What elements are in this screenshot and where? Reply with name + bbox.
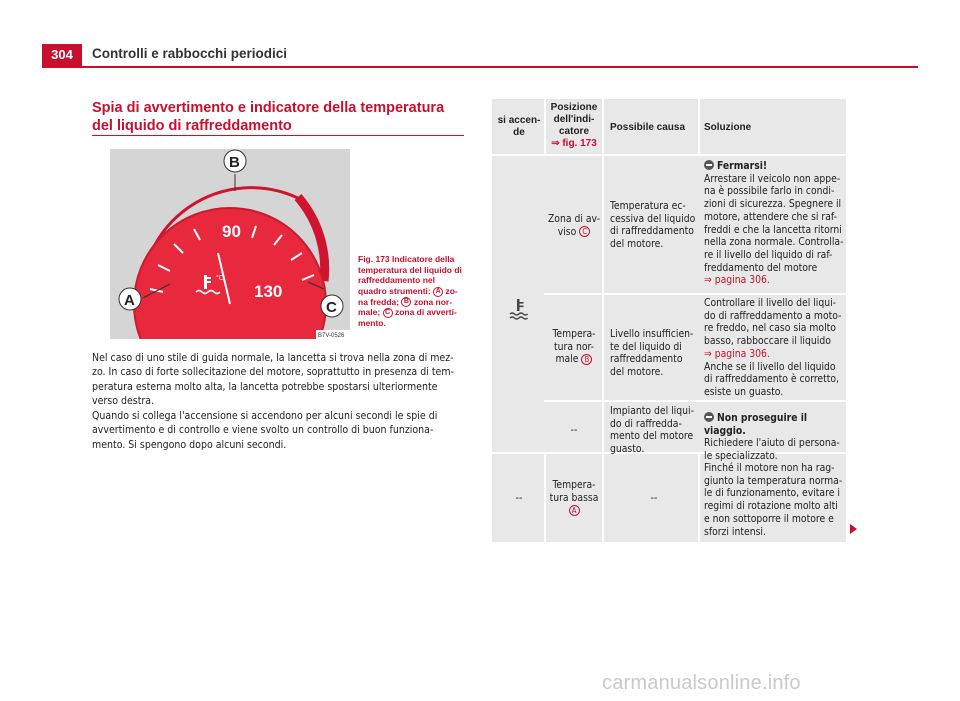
- header-solution: Soluzione: [704, 122, 752, 133]
- title-rule: [92, 135, 464, 136]
- figure-gauge: [110, 149, 350, 339]
- body-paragraph-1: Nel caso di uno stile di guida normale, la lancetta si trova nella zona di mez-zo. In caso di forte sollecitazione del motore, soprattutto in presenza di tem-peratura esterna molto alta, la lancetta potrebbe spostarsi ulteriormente verso destra.: [92, 352, 454, 408]
- row2-solution: Controllare il livello del liqui-do di raffreddamento a moto-re freddo, nel caso sia molto basso, rabboccare il liquido ⇒ pagina 306. Anche se il livello del liquido di raffreddamento è corretto, esiste un guasto.: [704, 297, 842, 398]
- gauge-illustration: [110, 149, 350, 339]
- header-light-on: si accen-de: [497, 115, 541, 138]
- section-title: Spia di avvertimento e indicatore della temperatura del liquido di raffreddamento: [92, 100, 445, 134]
- svg-text:°C: °C: [216, 275, 224, 282]
- row1-cause: Temperatura ec-cessiva del liquido di raffreddamento del motore.: [610, 200, 696, 251]
- svg-text:B: B: [229, 154, 240, 171]
- gauge-label-130: 130: [254, 282, 283, 301]
- body-paragraph-2: Quando si collega l'accensione si accendono per alcuni secondi le spie di avvertimento e di controllo e viene svolto un controllo di buon funziona-mento. Si spengono dopo alcuni secondi.: [92, 410, 438, 451]
- row3-position: --: [570, 424, 578, 436]
- row1-solution: Fermarsi! Arrestare il veicolo non appe-na è possibile farlo in condi-zioni di sicurezza. Spegnere il motore, attendere che si raf-freddi e che la lancetta ritorni nella zona normale. Controlla-re il livello del liquido di raf-freddamento del motore ⇒ pagina 306.: [704, 160, 844, 287]
- svg-text:A: A: [124, 292, 135, 309]
- row4-light: --: [515, 492, 523, 504]
- watermark: carmanualsonline.info: [602, 672, 801, 694]
- row3-solution: Non proseguire il viaggio. Richiedere l'aiuto di persona-le specializzato.: [704, 412, 840, 463]
- row2-cause: Livello insufficien-te del liquido di raffreddamento del motore.: [610, 328, 694, 379]
- warning-table: [492, 99, 846, 542]
- continue-arrow-icon: [850, 524, 857, 534]
- row4-position: Tempera-tura bassa A: [549, 479, 599, 515]
- figure-code: B7V-0526: [318, 333, 345, 339]
- row4-solution: Finché il motore non ha rag-giunto la temperatura norma-le di funzionamento, evitare i regimi di rotazione molto alti e non sottoporre il motore e sforzi intensi.: [704, 462, 843, 538]
- coolant-warning-icon: [507, 297, 531, 321]
- header-position: Posizione dell'indi-catore ⇒ fig. 173: [550, 102, 598, 149]
- running-title: Controlli e rabbocchi periodici: [92, 46, 288, 61]
- gauge-label-90: 90: [222, 222, 241, 241]
- svg-text:C: C: [326, 299, 337, 316]
- page-number: 304: [42, 44, 82, 66]
- header-cause: Possibile causa: [610, 122, 686, 133]
- stop-icon: [704, 160, 714, 170]
- header-rule: [42, 66, 918, 68]
- stop-icon: [704, 412, 714, 422]
- figure-caption: Fig. 173 Indicatore della temperatura del liquido di raffreddamento nel quadro strumenti: A zo-na fredda; B zona nor-male; C zona di avverti-mento.: [358, 254, 462, 329]
- row3-cause: Impianto del liqui-do di raffredda-mento del motore guasto.: [610, 405, 694, 456]
- row1-position: Zona di av-viso C: [547, 213, 601, 238]
- row2-position: Tempera-tura nor-male B: [552, 328, 596, 366]
- row4-cause: --: [650, 492, 658, 504]
